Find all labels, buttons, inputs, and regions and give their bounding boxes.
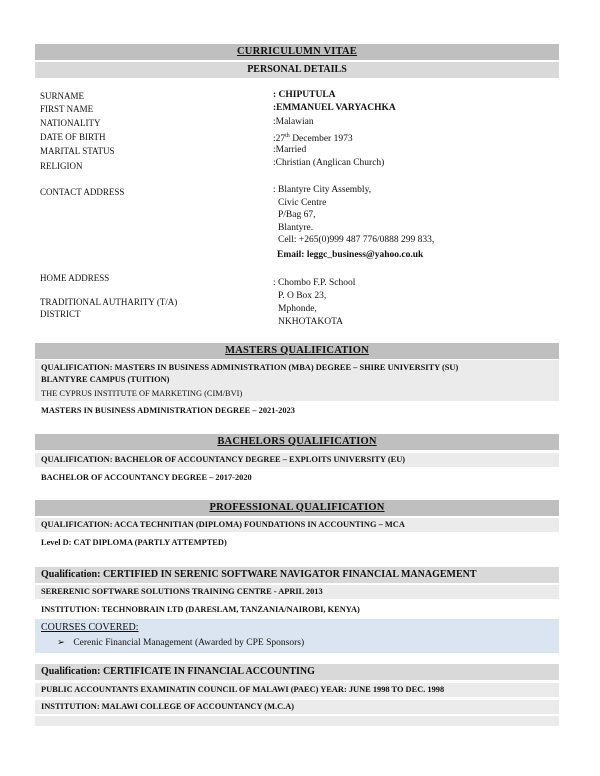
professional-level: Level D: CAT DIPLOMA (PARTLY ATTEMPTED): [35, 536, 559, 550]
bachelors-qualification: QUALIFICATION: BACHELOR OF ACCOUNTANCY DEGREE – EXPLOITS UNIVERSITY (EU): [35, 453, 559, 467]
cv-title: CURRICULUMN VITAE: [35, 44, 559, 60]
dob-value: :27th December 1973: [273, 133, 353, 145]
masters-institute: THE CYPRUS INSTITUTE OF MARKETING (CIM/BVI): [35, 387, 559, 401]
masters-heading: MASTERS QUALIFICATION: [35, 343, 559, 359]
serenic-heading: Qualification: CERTIFIED IN SERENIC SOFTWARE NAVIGATOR FINANCIAL MANAGEMENT: [35, 567, 559, 583]
dob-label: DATE OF BIRTH: [40, 132, 106, 142]
courses-heading: COURSES COVERED:: [41, 622, 139, 633]
contact-line: Civic Centre: [278, 197, 327, 208]
masters-degree: MASTERS IN BUSINESS ADMINISTRATION DEGREE – 2021-2023: [35, 404, 559, 418]
district-label: DISTRICT: [40, 309, 81, 319]
ta-label: TRADITIONAL AUTHARITY (T/A): [40, 297, 178, 307]
bachelors-degree: BACHELOR OF ACCOUNTANCY DEGREE – 2017-2020: [35, 471, 559, 485]
certificate-heading: Qualification: CERTIFICATE IN FINANCIAL ACCOUNTING: [35, 664, 559, 680]
home-address-label: HOME ADDRESS: [40, 273, 110, 283]
surname-label: SURNAME: [40, 91, 85, 101]
home-line: : Chombo F.P. School: [273, 278, 356, 288]
marital-label: MARITAL STATUS: [40, 146, 115, 156]
home-line: Mphonde,: [278, 304, 317, 314]
arrow-bullet-icon: ➢: [57, 638, 65, 648]
professional-qualification: QUALIFICATION: ACCA TECHNITIAN (DIPLOMA) FOUNDATIONS IN ACCOUNTING – MCA: [35, 518, 559, 532]
bachelors-heading: BACHELORS QUALIFICATION: [35, 434, 559, 450]
course-item: [57, 637, 304, 648]
masters-qualification: [35, 360, 559, 388]
certificate-council: PUBLIC ACCOUNTANTS EXAMINATIN COUNCIL OF MALAWI (PAEC) YEAR: JUNE 1998 TO DEC. 1998: [35, 683, 559, 697]
personal-details-heading: PERSONAL DETAILS: [35, 62, 559, 78]
nationality-label: NATIONALITY: [40, 118, 101, 128]
professional-heading: PROFESSIONAL QUALIFICATION: [35, 500, 559, 516]
religion-label: RELIGION: [40, 161, 83, 171]
masters-qual-line: BLANTYRE CAMPUS (TUITION): [41, 375, 170, 384]
surname-value: : CHIPUTULA: [273, 90, 336, 100]
serenic-institution: INSTITUTION: TECHNOBRAIN LTD (DARESLAM, TANZANIA/NAIROBI, KENYA): [35, 603, 559, 617]
masters-qual-line: QUALIFICATION: MASTERS IN BUSINESS ADMINISTRATION (MBA) DEGREE – SHIRE UNIVERSITY (SU): [41, 363, 459, 372]
contact-address-label: CONTACT ADDRESS: [40, 187, 125, 197]
serenic-centre: SERERENIC SOFTWARE SOLUTIONS TRAINING CENTRE - APRIL 2013: [35, 585, 559, 599]
marital-value: :Married: [273, 145, 307, 155]
first-name-value: :EMMANUEL VARYACHKA: [273, 103, 396, 113]
home-address-value: [273, 277, 355, 329]
contact-line: P/Bag 67,: [278, 210, 316, 221]
first-name-label: FIRST NAME: [40, 104, 94, 114]
contact-line: Cell: +265(0)999 487 776/0888 299 833,: [278, 235, 435, 246]
nationality-value: :Malawian: [273, 117, 314, 127]
certificate-institution: INSTITUTION: MALAWI COLLEGE OF ACCOUNTANCY (M.C.A): [35, 700, 559, 714]
religion-value: :Christian (Anglican Church): [273, 158, 385, 168]
email-value[interactable]: Email: leggc_business@yahoo.co.uk: [277, 249, 424, 260]
course-name: Cerenic Financial Management (Awarded by CPE Sponsors): [73, 638, 305, 648]
contact-line: Blantyre.: [278, 222, 314, 233]
contact-address-value: [273, 184, 434, 262]
certificate-spacer: [35, 716, 559, 726]
home-line: NKHOTAKOTA: [278, 317, 343, 327]
courses-box: [35, 619, 559, 653]
home-line: P. O Box 23,: [278, 291, 327, 301]
contact-line: : Blantyre City Assembly,: [273, 185, 372, 195]
